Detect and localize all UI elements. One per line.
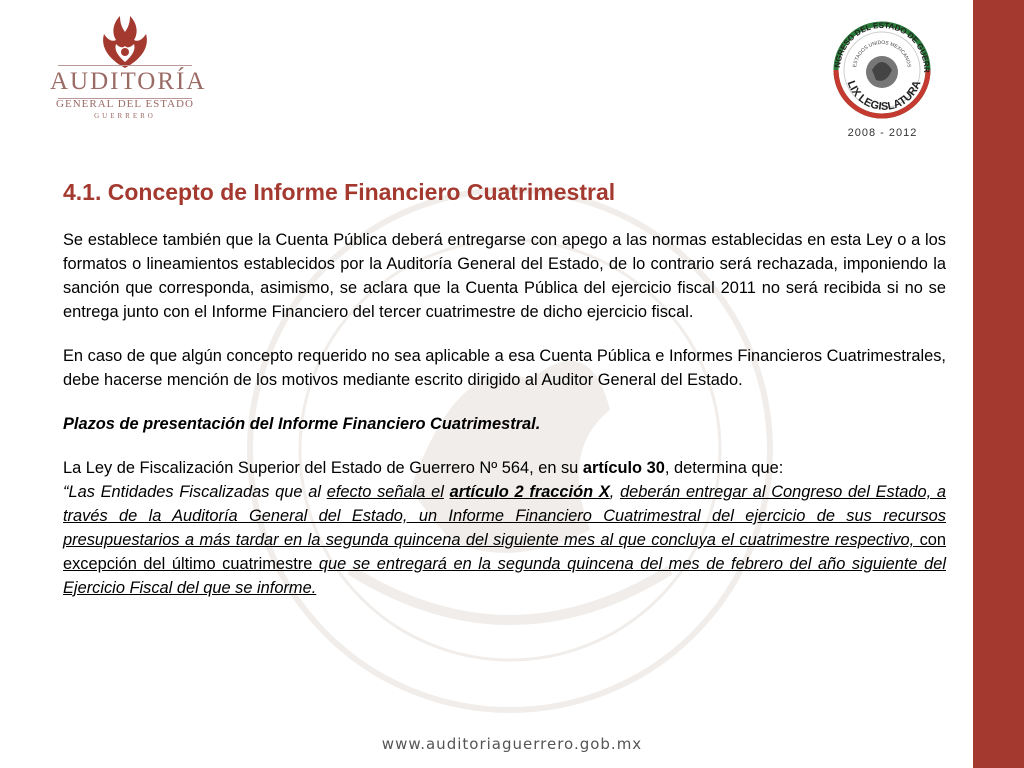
logo-rule-top [58,65,192,66]
quote-tail: que se entregará en la segunda quincena del mes de febrero del año siguiente del Ejercicio Fiscal del que se informe. [63,555,946,597]
auditoria-logo [50,10,207,145]
quote-body: deberán entregar al Congreso del Estado, a través de la Auditoría General del Estado, un Informe Financiero Cuatrimestral del ejercicio de sus recursos presupuestarios a más tardar en la segunda quincena del siguiente mes al que concluya el cuatrimestre respectivo, [63,483,947,549]
seal-outer-text: NGRESO DEL ESTADO DE GUERR [833,20,932,73]
logo-name: AUDITORÍA [50,68,207,95]
auditoria-emblem-icon [90,10,160,70]
seal-legislature: LIX LEGISLATURA [844,78,924,113]
seal-years: 2008 - 2012 [847,127,918,139]
seal-inner-text: ESTADOS UNIDOS MEXICANOS [852,39,912,68]
law-article: artículo 30 [582,459,665,477]
page-title: 4.1. Concepto de Informe Financiero Cuatrimestral [63,179,616,205]
right-accent-bar [973,0,1024,768]
law-outro: , determina que: [664,459,784,477]
main-content [63,176,946,600]
law-citation [63,456,946,480]
quote-article-ref: artículo 2 fracción X [449,483,610,501]
congress-seal-icon [820,10,945,125]
law-intro: La Ley de Fiscalización Superior del Estado de Guerrero Nº 564, en su [63,459,583,477]
subheading-plazos: Plazos de presentación del Informe Financiero Cuatrimestral. [63,415,541,433]
paragraph-cuenta-publica: Se establece también que la Cuenta Pública deberá entregarse con apego a las normas establecidas en esta Ley o a los formatos o lineamientos establecidos por la Auditoría General del Estado, de lo contrario será rechazada, imponiendo la sanción que corresponda, asimismo, se aclara que la Cuenta Pública del ejercicio fiscal 2011 no será recibida si no se entrega junto con el Informe Financiero del tercer cuatrimestre de dicho ejercicio fiscal. [63,231,946,321]
paragraph-concepto-no-aplicable: En caso de que algún concepto requerido no sea aplicable a esa Cuenta Pública e Informes Financieros Cuatrimestrales, debe hacerse mención de los motivos mediante escrito dirigido al Auditor General del Estado. [63,347,946,389]
quote-comma: , [609,483,621,501]
congress-seal [820,10,945,145]
quote-open: “Las Entidades Fiscalizadas que al [63,483,327,501]
logo-subtitle: GENERAL DEL ESTADO [56,98,194,110]
logo-state: GUERRERO [94,112,156,120]
quote-efecto: efecto señala el [326,483,444,501]
footer-website: www.auditoriaguerrero.gob.mx [381,735,643,753]
law-quote [63,480,946,600]
quote-exception: con excepción del último cuatrimestre [63,531,946,573]
